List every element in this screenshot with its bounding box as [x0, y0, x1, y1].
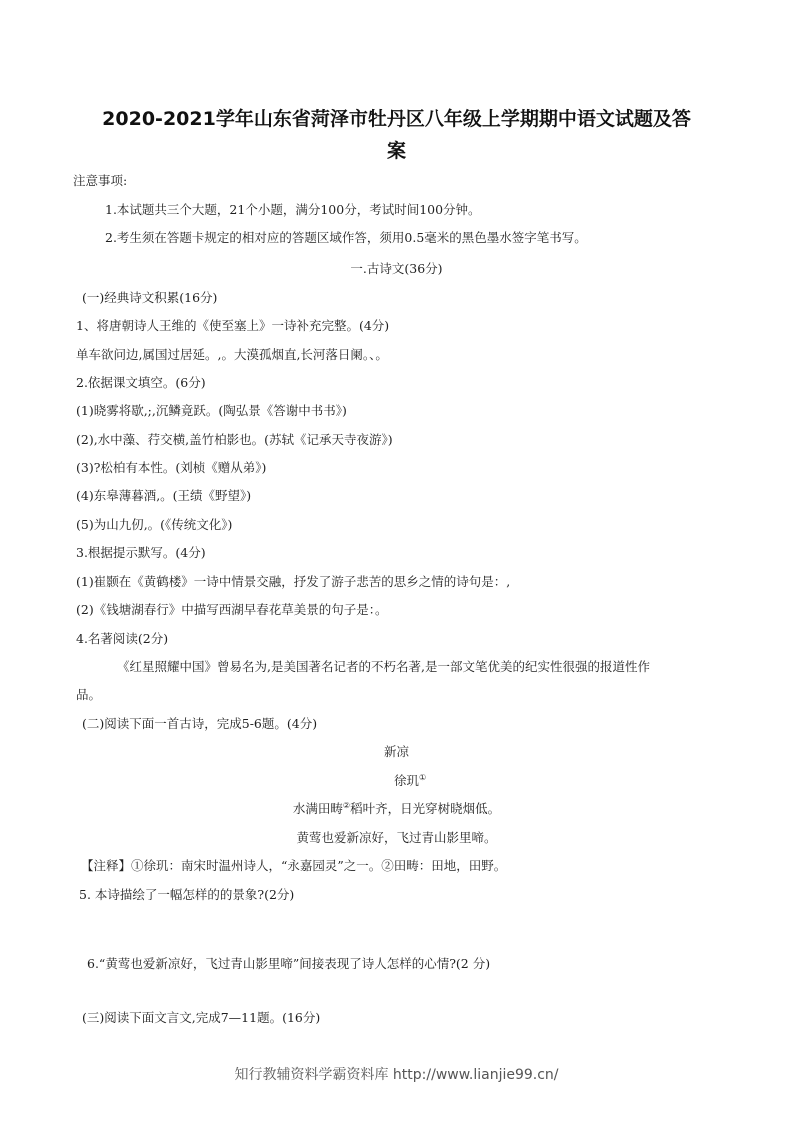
- question-2-item: (4)东皋薄暮酒,。(王绩《野望》): [76, 488, 252, 503]
- question-3: 3.根据提示默写。(4分): [76, 545, 206, 560]
- poem-line-1: [0, 800, 793, 818]
- poem-line-1-part-b: 稻叶齐，日光穿树晓烟低。: [350, 801, 501, 816]
- document-title-line2: 案: [386, 140, 406, 162]
- poem-author: [394, 772, 426, 790]
- question-2-item: (5)为山九仞,。(《传统文化》): [76, 517, 233, 532]
- question-6: 6.“黄莺也爱新凉好，飞过青山影里啼”间接表现了诗人怎样的心情?(2 分): [87, 956, 491, 971]
- page-footer: 知行教辅资料学霸资料库 http://www.lianjie99.cn/: [234, 1067, 559, 1083]
- question-1: 1、将唐朝诗人王维的《使至塞上》一诗补充完整。(4分): [76, 318, 390, 333]
- question-3-item: (1)崔颢在《黄鹤楼》一诗中情景交融，抒发了游子悲苦的思乡之情的诗句是：,: [76, 574, 511, 589]
- question-4-text-cont: 品。: [76, 687, 102, 702]
- question-2-item: (1)晓雾将歇,;,沉鳞竟跃。(陶弘景《答谢中书书》): [76, 403, 347, 418]
- question-3-item: (2)《钱塘湖春行》中描写西湖早春花草美景的句子是：。: [76, 602, 388, 617]
- poem-line-2: 黄莺也爱新凉好，飞过青山影里啼。: [296, 830, 497, 845]
- poem-line-1-part-a: 水满田畴: [292, 801, 343, 816]
- poem-note: 【注释】①徐玑：南宋时温州诗人，“永嘉园灵”之一。②田畴：田地，田野。: [81, 858, 507, 873]
- notice-item-1: 1.本试题共三个大题，21个小题，满分100分，考试时间100分钟。: [105, 202, 481, 217]
- question-4: 4.名著阅读(2分): [76, 631, 169, 646]
- question-4-text: 《红星照耀中国》曾易名为,是美国著名记者的不朽名著,是一部文笔优美的纪实性很强的报道性作: [117, 659, 650, 674]
- notice-heading: 注意事项:: [73, 173, 128, 188]
- question-2-item: (2),水中藻、荇交横,盖竹柏影也。(苏轼《记承天寺夜游》): [76, 432, 393, 447]
- section-heading-1: 一.古诗文(36分): [350, 261, 443, 276]
- question-2-item: (3)?松柏有本性。(刘桢《赠从弟》): [76, 460, 267, 475]
- question-2: 2.依据课文填空。(6分): [76, 375, 206, 390]
- document-title-line1: 2020-2021学年山东省菏泽市牡丹区八年级上学期期中语文试题及答: [102, 108, 691, 130]
- subsection-heading-1: (一)经典诗文积累(16分): [82, 290, 218, 305]
- subsection-heading-2: (二)阅读下面一首古诗，完成5-6题。(4分): [82, 716, 318, 731]
- notice-item-2: 2.考生须在答题卡规定的相对应的答题区域作答，须用0.5毫米的黑色墨水签字笔书写。: [105, 230, 587, 245]
- footnote-marker: ②: [342, 800, 351, 810]
- question-5: 5. 本诗描绘了一幅怎样的的景象?(2分): [79, 887, 295, 902]
- question-1-text: 单车欲问边,属国过居延。,。大漠孤烟直,长河落日阑。、。: [76, 347, 388, 362]
- subsection-heading-3: (三)阅读下面文言文,完成7—11题。(16分): [82, 1010, 321, 1025]
- footnote-marker: ①: [419, 772, 427, 782]
- poem-author-name: 徐玑: [394, 773, 420, 788]
- poem-title: 新凉: [383, 744, 409, 759]
